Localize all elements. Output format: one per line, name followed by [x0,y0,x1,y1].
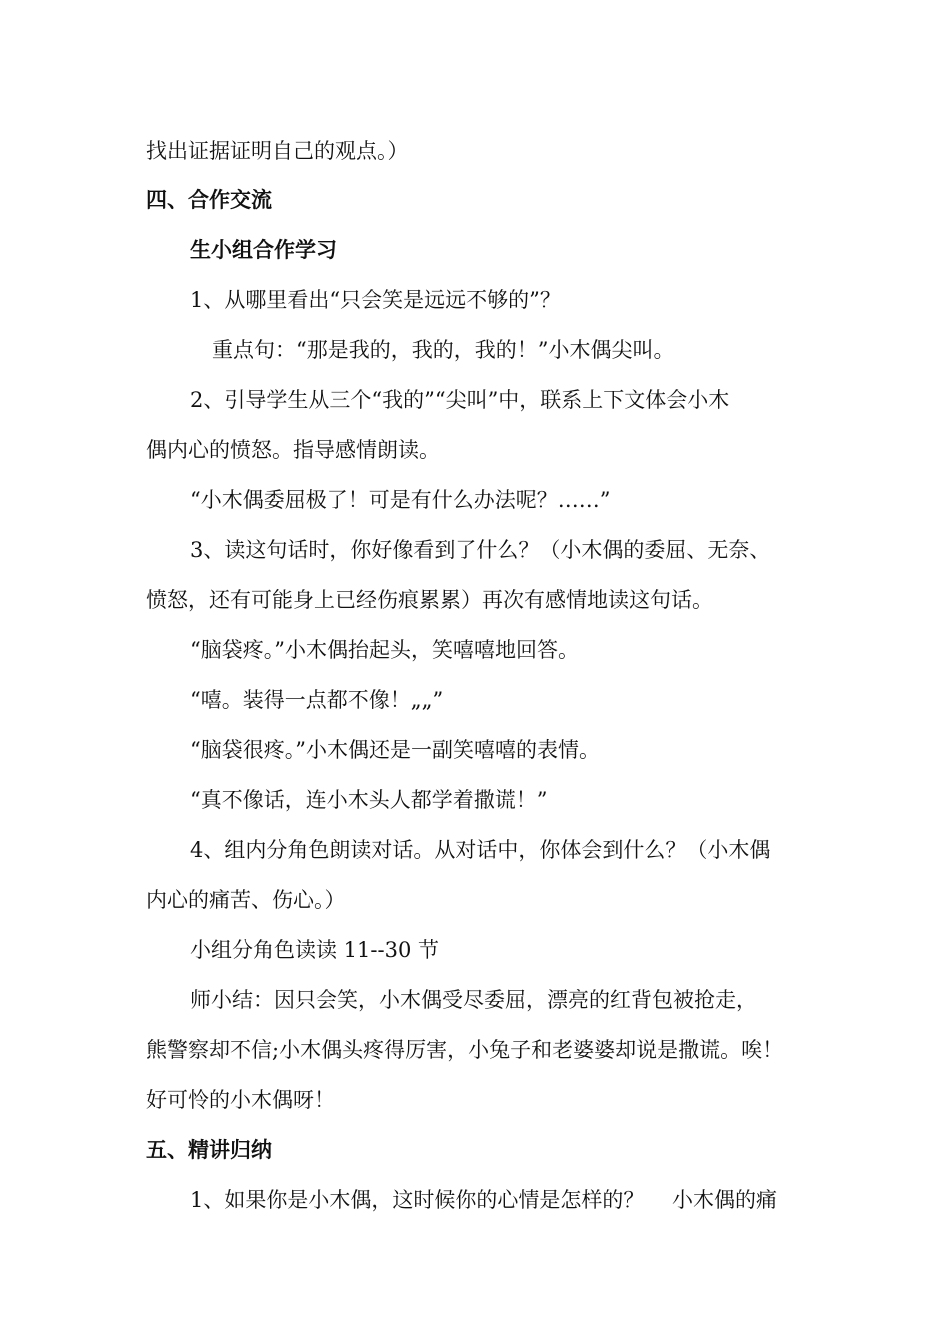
item-3-line-1: 3、读这句话时，你好像看到了什么？（小木偶的委屈、无奈、 [190,538,771,562]
key-sentence: 重点句：“那是我的，我的，我的！”小木偶尖叫。 [212,338,675,362]
dialogue-line-4: “真不像话，连小木头人都学着撒谎！” [190,788,548,812]
subheading-group-study: 生小组合作学习 [190,238,337,262]
summary-line-1: 师小结：因只会笑，小木偶受尽委屈，漂亮的红背包被抢走， [190,988,757,1012]
dialogue-line-3: “脑袋很疼。”小木偶还是一副笑嘻嘻的表情。 [190,738,600,762]
item-2-line-2: 偶内心的愤怒。指导感情朗读。 [146,438,440,462]
dialogue-line-2: “嘻。装得一点都不像！„„” [190,688,444,712]
summary-line-2: 熊警察却不信;小木偶头疼得厉害，小兔子和老婆婆却说是撒谎。唉！ [146,1038,784,1062]
summary-line-3: 好可怜的小木偶呀！ [146,1088,335,1112]
group-reading-note: 小组分角色读读 11--30 节 [190,938,439,962]
section-heading-5: 五、精讲归纳 [146,1138,272,1162]
dialogue-line-1: “脑袋疼。”小木偶抬起头，笑嘻嘻地回答。 [190,638,579,662]
item-4-line-2: 内心的痛苦、伤心。） [146,888,346,912]
item-5-1: 1、如果你是小木偶，这时候你的心情是怎样的？ 小木偶的痛 [190,1188,778,1212]
item-4-line-1: 4、组内分角色朗读对话。从对话中，你体会到什么？（小木偶 [190,838,771,862]
item-3-line-2: 愤怒，还有可能身上已经伤痕累累）再次有感情地读这句话。 [146,588,713,612]
item-2-line-1: 2、引导学生从三个“我的”“尖叫”中，联系上下文体会小木 [190,388,730,412]
section-heading-4: 四、合作交流 [146,188,272,212]
quote-wronged: “小木偶委屈极了！可是有什么办法呢？……” [190,488,611,512]
item-1: 1、从哪里看出“只会笑是远远不够的”？ [190,288,561,312]
paragraph-continuation: 找出证据证明自己的观点。） [146,139,409,163]
